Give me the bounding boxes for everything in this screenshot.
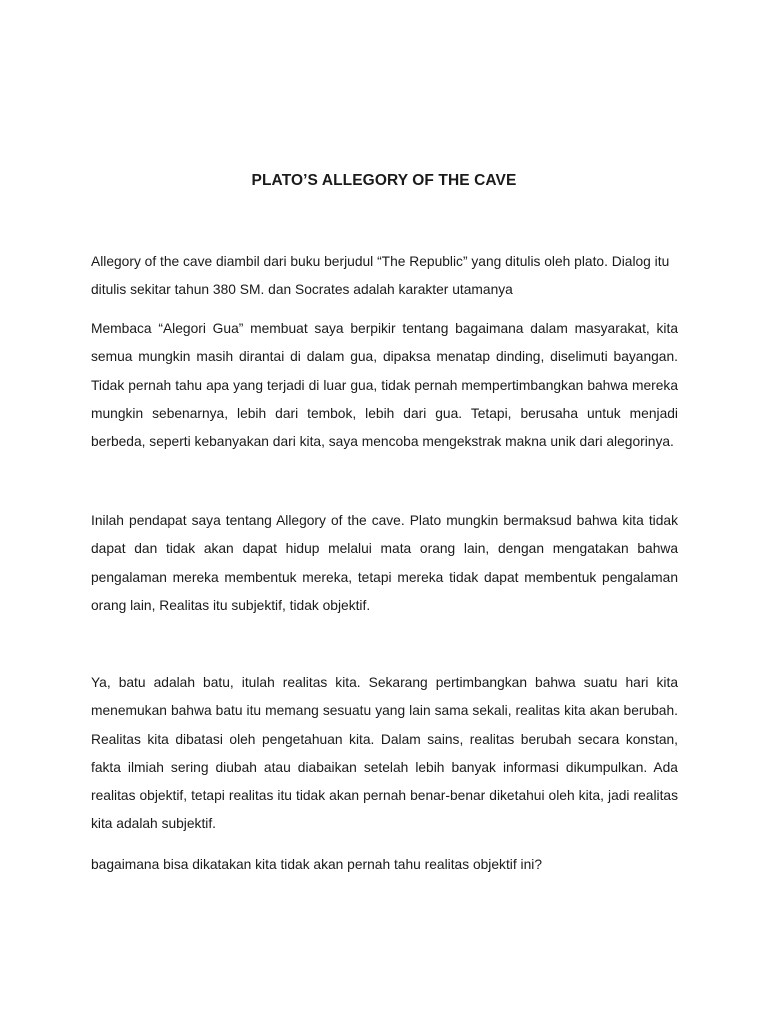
document-title: PLATO’S ALLEGORY OF THE CAVE [251,172,517,189]
paragraph-intro: Allegory of the cave diambil dari buku berjudul “The Republic” yang ditulis oleh plato. Dialog itu ditulis sekitar tahun 380 SM. dan Socrates adalah karakter utamanya [91,254,670,298]
paragraph-question: bagaimana bisa dikatakan kita tidak akan pernah tahu realitas objektif ini? [91,857,542,872]
paragraph-reality: Ya, batu adalah batu, itulah realitas kita. Sekarang pertimbangkan bahwa suatu hari kita menemukan bahwa batu itu memang sesuatu yang lain sama sekali, realitas kita akan berubah. Realitas kita dibatasi oleh pengetahuan kita. Dalam sains, realitas berubah secara konstan, fakta ilmiah sering diubah atau diabaikan setelah lebih banyak informasi dikumpulkan. Ada realitas objektif, tetapi realitas itu tidak akan pernah benar-benar diketahui oleh kita, jadi realitas kita adalah subjektif. [91,675,678,832]
paragraph-opinion: Inilah pendapat saya tentang Allegory of the cave. Plato mungkin bermaksud bahwa kita tidak dapat dan tidak akan dapat hidup melalui mata orang lain, dengan mengatakan bahwa pengalaman mereka membentuk mereka, tetapi mereka tidak dapat membentuk pengalaman orang lain, Realitas itu subjektif, tidak objektif. [91,513,678,613]
paragraph-reading-allegory: Membaca “Alegori Gua” membuat saya berpikir tentang bagaimana dalam masyarakat, kita semua mungkin masih dirantai di dalam gua, dipaksa menatap dinding, diselimuti bayangan. Tidak pernah tahu apa yang terjadi di luar gua, tidak pernah mempertimbangkan bahwa mereka mungkin sebenarnya, lebih dari tembok, lebih dari gua. Tetapi, berusaha untuk menjadi berbeda, seperti kebanyakan dari kita, saya mencoba mengekstrak makna unik dari alegorinya. [91,321,678,450]
